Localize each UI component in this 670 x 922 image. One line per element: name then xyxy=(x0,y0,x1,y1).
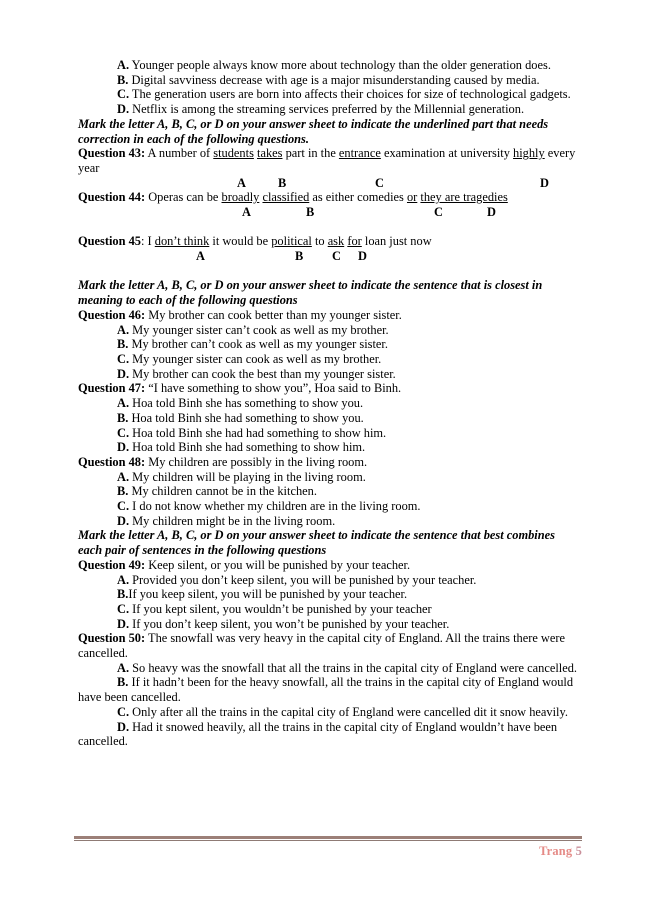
plain-span: loan just now xyxy=(361,234,432,249)
option-row xyxy=(78,440,582,455)
option-row xyxy=(78,323,582,338)
option-letter: C. xyxy=(117,351,130,366)
question-49 xyxy=(78,558,582,573)
option-text: If it hadn’t been for the heavy snowfall, all the trains in the capital city of England would have been cancelled. xyxy=(78,675,574,705)
option-text: Hoa told Binh she has something to show you. xyxy=(129,396,364,411)
underlined-span: ask xyxy=(327,234,345,249)
option-letter: B. xyxy=(117,484,129,499)
answer-marker-row-44 xyxy=(78,205,582,220)
underlined-span: or xyxy=(406,190,418,205)
underlined-span: broadly xyxy=(221,190,260,205)
underlined-span: for xyxy=(347,234,362,249)
option-letter: A. xyxy=(117,322,130,337)
option-text: Younger people always know more about technology than the older generation does. xyxy=(129,58,551,72)
answer-marker-c: C xyxy=(332,249,341,264)
question-stem: “I have something to show you”, Hoa said to Binh. xyxy=(145,381,402,396)
option-letter: A. xyxy=(117,58,130,72)
underlined-span: students xyxy=(213,146,254,161)
question-50 xyxy=(78,631,582,660)
answer-marker-row-45 xyxy=(78,249,582,264)
option-row xyxy=(78,367,582,382)
question-stem xyxy=(144,234,431,248)
page-footer xyxy=(74,836,582,859)
plain-span: as either comedies xyxy=(309,190,407,205)
answer-marker-b: B xyxy=(295,249,304,264)
answer-marker-a: A xyxy=(237,175,246,190)
question-label: Question 46: xyxy=(78,307,146,322)
option-letter: D. xyxy=(117,513,130,528)
option-text: Had it snowed heavily, all the trains in the capital city of England wouldn’t have been cancelled. xyxy=(78,719,558,749)
option-row xyxy=(78,73,582,88)
question-stem: My children are possibly in the living room. xyxy=(145,454,368,469)
underlined-span: classified xyxy=(262,190,310,205)
question-stem xyxy=(145,190,508,204)
question-stem xyxy=(78,146,575,175)
option-text: Provided you don’t keep silent, you will be punished by your teacher. xyxy=(129,572,477,587)
option-row xyxy=(78,87,582,102)
question-label: Question 50: xyxy=(78,631,146,646)
question-48 xyxy=(78,455,582,470)
vertical-spacer xyxy=(78,220,582,235)
option-letter: A. xyxy=(117,469,130,484)
question-label: Question 43: xyxy=(78,146,146,161)
answer-marker-b: B xyxy=(306,205,315,220)
question-44 xyxy=(78,190,582,205)
option-letter: D. xyxy=(117,719,130,734)
question-label: Question 47: xyxy=(78,381,146,396)
option-text: My younger sister can’t cook as well as my brother. xyxy=(129,322,389,337)
answer-marker-b: B xyxy=(278,175,287,190)
plain-span: every year xyxy=(78,146,576,175)
answer-marker-row-43 xyxy=(78,176,582,191)
option-row xyxy=(78,484,582,499)
answer-marker-d: D xyxy=(358,249,367,264)
question-46 xyxy=(78,308,582,323)
option-text: The generation users are born into affects their choices for size of technological gadgets. xyxy=(129,87,571,102)
plain-span: I xyxy=(144,234,155,249)
option-text: Hoa told Binh she had something to show you. xyxy=(128,410,364,425)
underlined-span: highly xyxy=(513,146,545,161)
vertical-spacer xyxy=(78,264,582,279)
plain-span: part in the xyxy=(282,146,339,161)
underlined-span: entrance xyxy=(338,146,381,161)
answer-marker-a: A xyxy=(196,249,205,264)
instruction-error-identification: Mark the letter A, B, C, or D on your answer sheet to indicate the underlined part that needs correction in each of the following questions. xyxy=(78,116,549,146)
underlined-span: they are tragedies xyxy=(420,190,508,205)
option-text: Hoa told Binh she had had something to show him. xyxy=(129,425,387,440)
option-row xyxy=(78,58,582,73)
option-letter: C. xyxy=(117,499,130,514)
option-letter: D. xyxy=(117,366,130,381)
option-text: Only after all the trains in the capital city of England were cancelled dit it snow heavily. xyxy=(129,704,568,719)
option-text: Digital savviness decrease with age is a major misunderstanding caused by media. xyxy=(128,72,540,87)
page-label-word: Trang xyxy=(539,844,573,858)
option-row xyxy=(78,573,582,588)
option-row xyxy=(78,661,582,676)
question-47 xyxy=(78,381,582,396)
document-body xyxy=(78,58,582,749)
answer-marker-d: D xyxy=(487,205,496,220)
page-number: 5 xyxy=(575,844,582,858)
option-letter: A. xyxy=(117,660,130,675)
answer-marker-c: C xyxy=(434,205,443,220)
answer-marker-c: C xyxy=(375,175,384,190)
option-text: My children will be playing in the living room. xyxy=(129,469,366,484)
option-text: My children might be in the living room. xyxy=(129,513,336,528)
option-row xyxy=(78,337,582,352)
question-label: Question 49: xyxy=(78,557,146,572)
answer-marker-d: D xyxy=(540,175,549,190)
plain-span: Operas can be xyxy=(145,190,222,205)
question-45 xyxy=(78,234,582,249)
plain-span: it would be xyxy=(209,234,272,249)
option-row xyxy=(78,675,582,704)
option-letter: A. xyxy=(117,396,130,411)
option-row xyxy=(78,602,582,617)
option-row xyxy=(78,352,582,367)
option-text: Hoa told Binh she had something to show him. xyxy=(129,440,366,455)
option-letter: B. xyxy=(117,72,129,87)
option-text: I do not know whether my children are in the living room. xyxy=(129,499,421,514)
underlined-span: political xyxy=(271,234,312,249)
option-letter: C. xyxy=(117,601,130,616)
plain-span: examination at university xyxy=(380,146,514,161)
option-letter: B. xyxy=(117,675,129,690)
option-letter: B. xyxy=(117,337,129,352)
option-text: If you don’t keep silent, you won’t be punished by your teacher. xyxy=(129,616,450,631)
question-stem: Keep silent, or you will be punished by your teacher. xyxy=(145,557,411,572)
question-label: Question 48: xyxy=(78,454,146,469)
option-text: Netflix is among the streaming services preferred by the Millennial generation. xyxy=(129,102,525,117)
option-row xyxy=(78,705,582,720)
option-row xyxy=(78,396,582,411)
option-text: If you keep silent, you will be punished by your teacher. xyxy=(128,587,408,602)
option-row xyxy=(78,499,582,514)
option-letter: B. xyxy=(117,410,129,425)
page-number-label xyxy=(74,844,582,859)
plain-span: to xyxy=(311,234,328,249)
option-row xyxy=(78,102,582,117)
option-row xyxy=(78,587,582,602)
option-text: So heavy was the snowfall that all the trains in the capital city of England were cancelled. xyxy=(129,660,578,675)
instruction-closest-meaning: Mark the letter A, B, C, or D on your answer sheet to indicate the sentence that is closest in meaning to each of the following questions xyxy=(78,278,543,308)
question-stem: My brother can cook better than my younger sister. xyxy=(145,307,402,322)
question-colon: : xyxy=(141,234,145,249)
question-label: Question 45 xyxy=(78,234,141,249)
option-letter: B. xyxy=(117,587,129,602)
underlined-span: don’t think xyxy=(154,234,210,249)
option-letter: D. xyxy=(117,616,130,631)
footer-rule-thin xyxy=(74,840,582,841)
option-letter: D. xyxy=(117,440,130,455)
option-row xyxy=(78,514,582,529)
option-text: My brother can cook the best than my younger sister. xyxy=(129,366,396,381)
question-43 xyxy=(78,146,582,175)
option-row xyxy=(78,720,582,749)
instruction-best-combines: Mark the letter A, B, C, or D on your answer sheet to indicate the sentence that best combines each pair of sentences in the following questions xyxy=(78,528,555,558)
option-row xyxy=(78,411,582,426)
option-text: If you kept silent, you wouldn’t be punished by your teacher xyxy=(129,601,432,616)
option-row xyxy=(78,426,582,441)
question-stem: The snowfall was very heavy in the capital city of England. All the trains there were cancelled. xyxy=(78,631,566,661)
option-text: My younger sister can cook as well as my brother. xyxy=(129,351,382,366)
plain-span: A number of xyxy=(145,146,214,161)
question-label: Question 44: xyxy=(78,190,146,205)
option-text: My brother can’t cook as well as my younger sister. xyxy=(128,337,388,352)
answer-marker-a: A xyxy=(242,205,251,220)
option-text: My children cannot be in the kitchen. xyxy=(128,484,317,499)
option-letter: D. xyxy=(117,102,130,117)
option-row xyxy=(78,470,582,485)
option-letter: A. xyxy=(117,572,130,587)
option-letter: C. xyxy=(117,425,130,440)
option-letter: C. xyxy=(117,87,130,102)
option-letter: C. xyxy=(117,704,130,719)
option-row xyxy=(78,617,582,632)
underlined-span: takes xyxy=(257,146,283,161)
